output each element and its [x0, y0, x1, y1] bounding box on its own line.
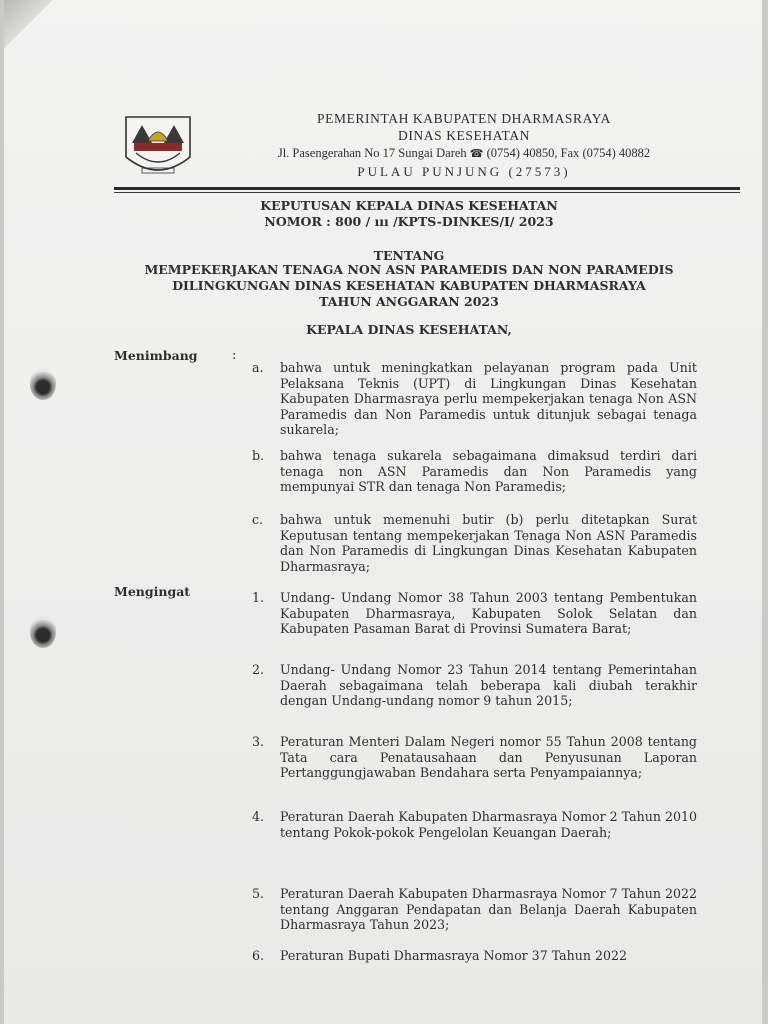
letterhead-rule-thin: [114, 192, 740, 193]
decree-subject-line2: DILINGKUNGAN DINAS KESEHATAN KABUPATEN DHARMASRAYA: [172, 278, 646, 293]
mengingat-item: [252, 734, 697, 781]
menimbang-colon: :: [232, 348, 237, 363]
item-marker: 4.: [252, 809, 265, 824]
item-text: bahwa untuk memenuhi butir (b) perlu ditetapkan Surat Keputusan tentang mempekerjakan Tenaga Non ASN Paramedis dan Non Paramedis di Lingkungan Dinas Kesehatan Kabupaten Dharmasraya;: [280, 512, 697, 574]
letterhead-address-line: [204, 144, 724, 163]
item-text: Undang- Undang Nomor 23 Tahun 2014 tentang Pemerintahan Daerah sebagaimana telah beberapa kali diubah terakhir dengan Undang-undang nomor 9 tahun 2015;: [280, 662, 697, 708]
decree-subject-line1: MEMPEKERJAKAN TENAGA NON ASN PARAMEDIS DAN NON PARAMEDIS: [144, 262, 674, 277]
item-marker: 3.: [252, 734, 265, 749]
decree-tentang: TENTANG: [373, 248, 445, 263]
menimbang-item: [252, 360, 697, 438]
letterhead-address: Jl. Pasengerahan No 17 Sungai Dareh: [277, 146, 467, 160]
letterhead: [204, 110, 724, 180]
item-text: Peraturan Menteri Dalam Negeri nomor 55 Tahun 2008 tentang Tata cara Penatausahaan dan Penyusunan Laporan Pertanggungjawaban Bendahara serta Penyampaiannya;: [280, 734, 697, 780]
letterhead-government: PEMERINTAH KABUPATEN DHARMASRAYA: [317, 111, 611, 126]
decree-subject-line3: TAHUN ANGGARAN 2023: [319, 294, 499, 309]
letterhead-agency: DINAS KESEHATAN: [397, 128, 531, 143]
folded-corner: [4, 0, 74, 50]
document-page: [4, 0, 762, 1024]
item-marker: 6.: [252, 948, 265, 963]
item-text: Peraturan Bupati Dharmasraya Nomor 37 Tahun 2022: [280, 948, 628, 963]
mengingat-item: [252, 886, 697, 933]
mengingat-label: Mengingat: [114, 584, 191, 599]
mengingat-item: [252, 590, 697, 637]
item-text: Peraturan Daerah Kabupaten Dharmasraya Nomor 2 Tahun 2010 tentang Pokok-pokok Pengelolan Keuangan Daerah;: [280, 809, 697, 840]
item-marker: a.: [252, 360, 264, 375]
item-text: bahwa untuk meningkatkan pelayanan program pada Unit Pelaksana Teknis (UPT) di Lingkungan Dinas Kesehatan Kabupaten Dharmasraya perlu mempekerjakan tenaga Non ASN Paramedis dan Non Paramedis untuk ditunjuk sebagai tenaga sukarela;: [280, 360, 697, 437]
decree-heading: KEPUTUSAN KEPALA DINAS KESEHATAN: [260, 198, 558, 213]
punch-hole: [30, 616, 56, 648]
menimbang-item: [252, 512, 697, 574]
item-text: bahwa tenaga sukarela sebagaimana dimaksud terdiri dari tenaga non ASN Paramedis dan Non Paramedis yang mempunyai STR dan tenaga Non Paramedis;: [280, 448, 697, 494]
mengingat-item: [252, 809, 697, 840]
mengingat-item: [252, 948, 697, 964]
regency-emblem-icon: [122, 113, 194, 181]
mengingat-item: [252, 662, 697, 709]
letterhead-rule-thick: [114, 187, 740, 190]
letterhead-phone-fax: (0754) 40850, Fax (0754) 40882: [486, 146, 651, 160]
menimbang-label: Menimbang: [114, 348, 198, 363]
phone-icon: ☎: [469, 148, 484, 160]
decree-issuer: KEPALA DINAS KESEHATAN,: [306, 322, 512, 337]
menimbang-item: [252, 448, 697, 495]
punch-hole: [30, 368, 56, 400]
item-marker: b.: [252, 448, 265, 463]
item-marker: 5.: [252, 886, 265, 901]
letterhead-city: PULAU PUNJUNG (27573): [357, 164, 571, 179]
item-marker: 1.: [252, 590, 265, 605]
decree-number: NOMOR : 800 / ııı /KPTS-DINKES/I/ 2023: [264, 214, 554, 229]
item-text: Peraturan Daerah Kabupaten Dharmasraya Nomor 7 Tahun 2022 tentang Anggaran Pendapatan dan Belanja Daerah Kabupaten Dharmasraya Tahun 2023;: [280, 886, 697, 932]
item-text: Undang- Undang Nomor 38 Tahun 2003 tentang Pembentukan Kabupaten Dharmasraya, Kabupaten Solok Selatan dan Kabupaten Pasaman Barat di Provinsi Sumatera Barat;: [280, 590, 697, 636]
item-marker: c.: [252, 512, 264, 527]
item-marker: 2.: [252, 662, 265, 677]
